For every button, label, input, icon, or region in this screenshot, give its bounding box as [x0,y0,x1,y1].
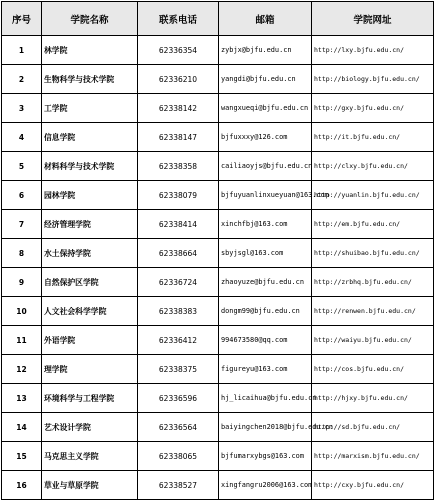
row-number: 10 [2,297,42,326]
email-address: wangxueqi@bjfu.edu.cn [219,94,312,123]
college-website: http://shuibao.bjfu.edu.cn/ [312,239,434,268]
table-header [2,2,434,36]
table-row [2,210,434,239]
contact-phone: 62338142 [138,94,219,123]
college-website: http://lxy.bjfu.edu.cn/ [312,36,434,65]
email-address: 994673580@qq.com [219,326,312,355]
row-number: 2 [2,65,42,94]
table-row [2,442,434,471]
college-name: 人文社会科学学院 [42,297,138,326]
email-address: xingfangru2006@163.com [219,471,312,500]
header-phone: 联系电话 [138,2,219,36]
row-number: 13 [2,384,42,413]
row-number: 6 [2,181,42,210]
college-website: http://em.bjfu.edu.cn/ [312,210,434,239]
college-name: 水土保持学院 [42,239,138,268]
row-number: 7 [2,210,42,239]
college-name: 林学院 [42,36,138,65]
table-row [2,471,434,500]
college-contact-table [1,1,434,500]
college-website: http://biology.bjfu.edu.cn/ [312,65,434,94]
college-website: http://hjxy.bjfu.edu.cn/ [312,384,434,413]
table-row [2,123,434,152]
contact-phone: 62336210 [138,65,219,94]
college-name: 园林学院 [42,181,138,210]
college-website: http://it.bjfu.edu.cn/ [312,123,434,152]
college-website: http://renwen.bjfu.edu.cn/ [312,297,434,326]
email-address: baiyingchen2018@bjfu.edu.cn [219,413,312,442]
college-name: 艺术设计学院 [42,413,138,442]
row-number: 16 [2,471,42,500]
contact-phone: 62338527 [138,471,219,500]
college-website: http://yuanlin.bjfu.edu.cn/ [312,181,434,210]
row-number: 4 [2,123,42,152]
college-website: http://gxy.bjfu.edu.cn/ [312,94,434,123]
table-row [2,384,434,413]
contact-phone: 62336412 [138,326,219,355]
contact-phone: 62338383 [138,297,219,326]
table-row [2,355,434,384]
contact-phone: 62336564 [138,413,219,442]
row-number: 1 [2,36,42,65]
row-number: 8 [2,239,42,268]
email-address: yangdi@bjfu.edu.cn [219,65,312,94]
table-row [2,181,434,210]
contact-phone: 62338079 [138,181,219,210]
email-address: sbyjsgl@163.com [219,239,312,268]
email-address: cailiaoyjs@bjfu.edu.cn [219,152,312,181]
email-address: zybjx@bjfu.edu.cn [219,36,312,65]
college-name: 环境科学与工程学院 [42,384,138,413]
email-address: zhaoyuze@bjfu.edu.cn [219,268,312,297]
contact-phone: 62338147 [138,123,219,152]
row-number: 3 [2,94,42,123]
contact-phone: 62338065 [138,442,219,471]
table-row [2,65,434,94]
college-website: http://sd.bjfu.edu.cn/ [312,413,434,442]
email-address: figureyu@163.com [219,355,312,384]
contact-phone: 62338414 [138,210,219,239]
college-name: 外语学院 [42,326,138,355]
row-number: 9 [2,268,42,297]
college-name: 自然保护区学院 [42,268,138,297]
contact-phone: 62338375 [138,355,219,384]
table-row [2,268,434,297]
table-row [2,152,434,181]
college-website: http://cxy.bjfu.edu.cn/ [312,471,434,500]
college-name: 马克思主义学院 [42,442,138,471]
table-row [2,36,434,65]
table-row [2,326,434,355]
email-address: bjfuyuanlinxueyuan@163.com [219,181,312,210]
college-website: http://zrbhq.bjfu.edu.cn/ [312,268,434,297]
row-number: 14 [2,413,42,442]
row-number: 11 [2,326,42,355]
college-name: 生物科学与技术学院 [42,65,138,94]
college-name: 理学院 [42,355,138,384]
table-row [2,94,434,123]
college-name: 草业与草原学院 [42,471,138,500]
header-row [2,2,434,36]
college-name: 经济管理学院 [42,210,138,239]
email-address: bjfuxxxy@126.com [219,123,312,152]
college-name: 信息学院 [42,123,138,152]
college-website: http://clxy.bjfu.edu.cn/ [312,152,434,181]
contact-phone: 62336596 [138,384,219,413]
row-number: 5 [2,152,42,181]
header-email: 邮箱 [219,2,312,36]
email-address: hj_licaihua@bjfu.edu.cn [219,384,312,413]
row-number: 12 [2,355,42,384]
header-college: 学院名称 [42,2,138,36]
table-row [2,297,434,326]
contact-phone: 62336354 [138,36,219,65]
contact-phone: 62338358 [138,152,219,181]
table-body [2,36,434,500]
college-name: 材料科学与技术学院 [42,152,138,181]
college-website: http://cos.bjfu.edu.cn/ [312,355,434,384]
college-name: 工学院 [42,94,138,123]
header-website: 学院网址 [312,2,434,36]
row-number: 15 [2,442,42,471]
table-row [2,239,434,268]
contact-phone: 62336724 [138,268,219,297]
email-address: dongm99@bjfu.edu.cn [219,297,312,326]
email-address: xinchfbj@163.com [219,210,312,239]
header-no: 序号 [2,2,42,36]
email-address: bjfumarxybgs@163.com [219,442,312,471]
table-row [2,413,434,442]
contact-phone: 62338664 [138,239,219,268]
college-website: http://waiyu.bjfu.edu.cn/ [312,326,434,355]
college-website: http://marxism.bjfu.edu.cn/ [312,442,434,471]
